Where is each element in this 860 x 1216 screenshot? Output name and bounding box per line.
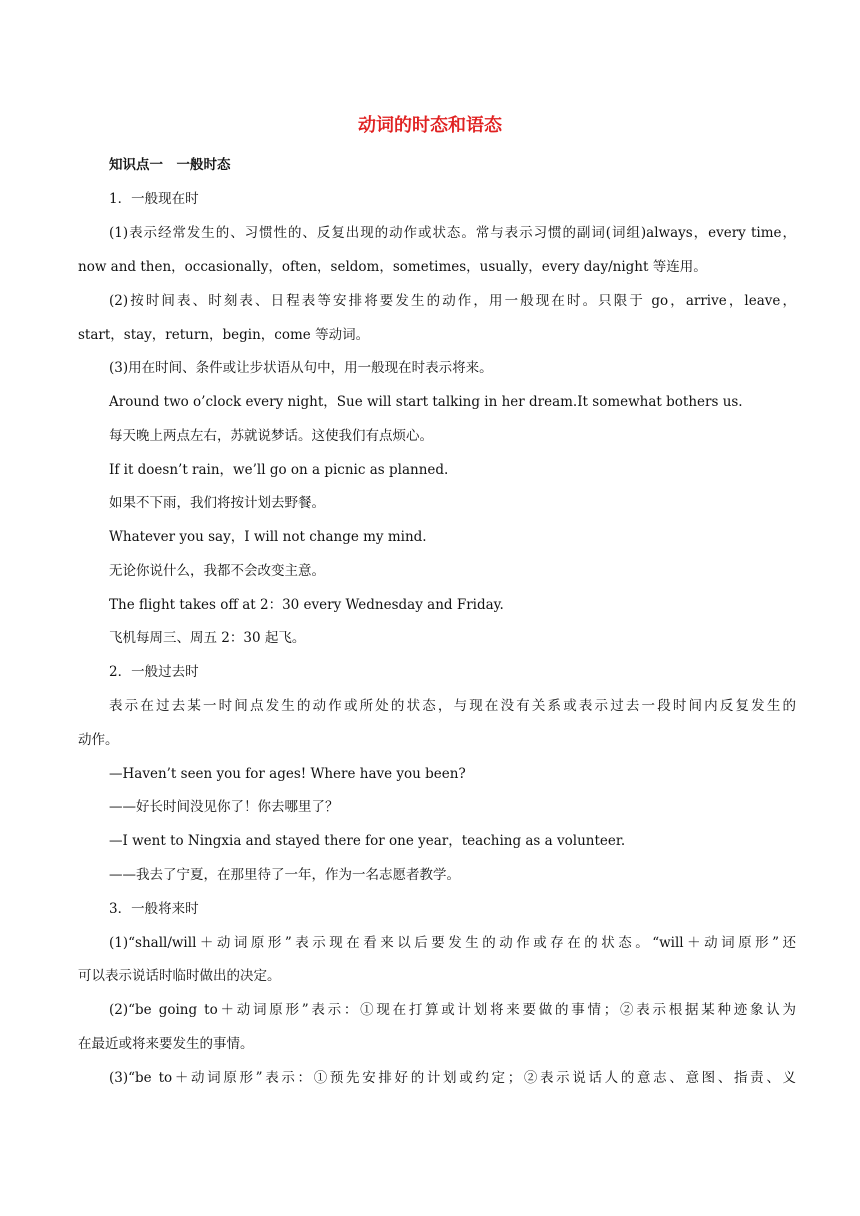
paragraph-text: 可以表示说话时临时做出的决定。 [78,968,281,984]
dialogue-line-en: —Haven’t seen you for ages! Where have you been? [109,766,466,782]
example-sentence-en: If it doesn’t rain，we’ll go on a picnic as planned. [109,462,449,478]
paragraph-text: 动作。 [78,732,119,748]
example-sentence-en: Around two o’clock every night，Sue will start talking in her dream.It somewhat bothers us. [109,394,743,410]
paragraph-text: (2)“be going to＋动词原形”表示：①现在打算或计划将来要做的事情；②表示根据某种迹象认为 [109,1002,796,1018]
paragraph-text: now and then，occasionally，often，seldom，sometimes，usually，every day/night 等连用。 [78,259,707,275]
example-sentence-zh: 无论你说什么，我都不会改变主意。 [109,563,325,579]
example-sentence-zh: 飞机每周三、周五 2：30 起飞。 [109,630,306,646]
paragraph-text: 在最近或将来要发生的事情。 [78,1036,254,1052]
paragraph-text: start，stay，return，begin，come 等动词。 [78,327,370,343]
example-sentence-en: The flight takes off at 2：30 every Wednesday and Friday. [109,597,504,613]
paragraph-text: (3)用在时间、条件或让步状语从句中，用一般现在时表示将来。 [109,360,493,376]
paragraph-text: (3)“be to＋动词原形”表示：①预先安排好的计划或约定；②表示说话人的意志、意图、指责、义 [109,1070,796,1086]
dialogue-line-zh: ——好长时间没见你了！你去哪里了？ [109,799,339,815]
paragraph-text: 表示在过去某一时间点发生的动作或所处的状态，与现在没有关系或表示过去一段时间内反复发生的 [109,698,796,714]
paragraph-text: (2)按时间表、时刻表、日程表等安排将要发生的动作，用一般现在时。只限于 go，arrive，leave， [109,293,796,309]
example-sentence-zh: 如果不下雨，我们将按计划去野餐。 [109,495,325,511]
dialogue-line-en: —I went to Ningxia and stayed there for one year，teaching as a volunteer. [109,833,626,849]
paragraph-text: (1)“shall/will＋动词原形”表示现在看来以后要发生的动作或存在的状态。“will＋动词原形”还 [109,935,796,951]
subheading-simple-future: 3．一般将来时 [109,901,199,917]
section-heading-general-tenses: 知识点一 一般时态 [109,157,231,173]
paragraph-text: (1)表示经常发生的、习惯性的、反复出现的动作或状态。常与表示习惯的副词(词组)always，every time， [109,225,796,241]
example-sentence-en: Whatever you say，I will not change my mind. [109,529,427,545]
document-title: 动词的时态和语态 [358,115,502,136]
subheading-simple-past: 2．一般过去时 [109,664,199,680]
subheading-simple-present: 1．一般现在时 [109,191,199,207]
example-sentence-zh: 每天晚上两点左右，苏就说梦话。这使我们有点烦心。 [109,428,433,444]
dialogue-line-zh: ——我去了宁夏，在那里待了一年，作为一名志愿者教学。 [109,867,460,883]
